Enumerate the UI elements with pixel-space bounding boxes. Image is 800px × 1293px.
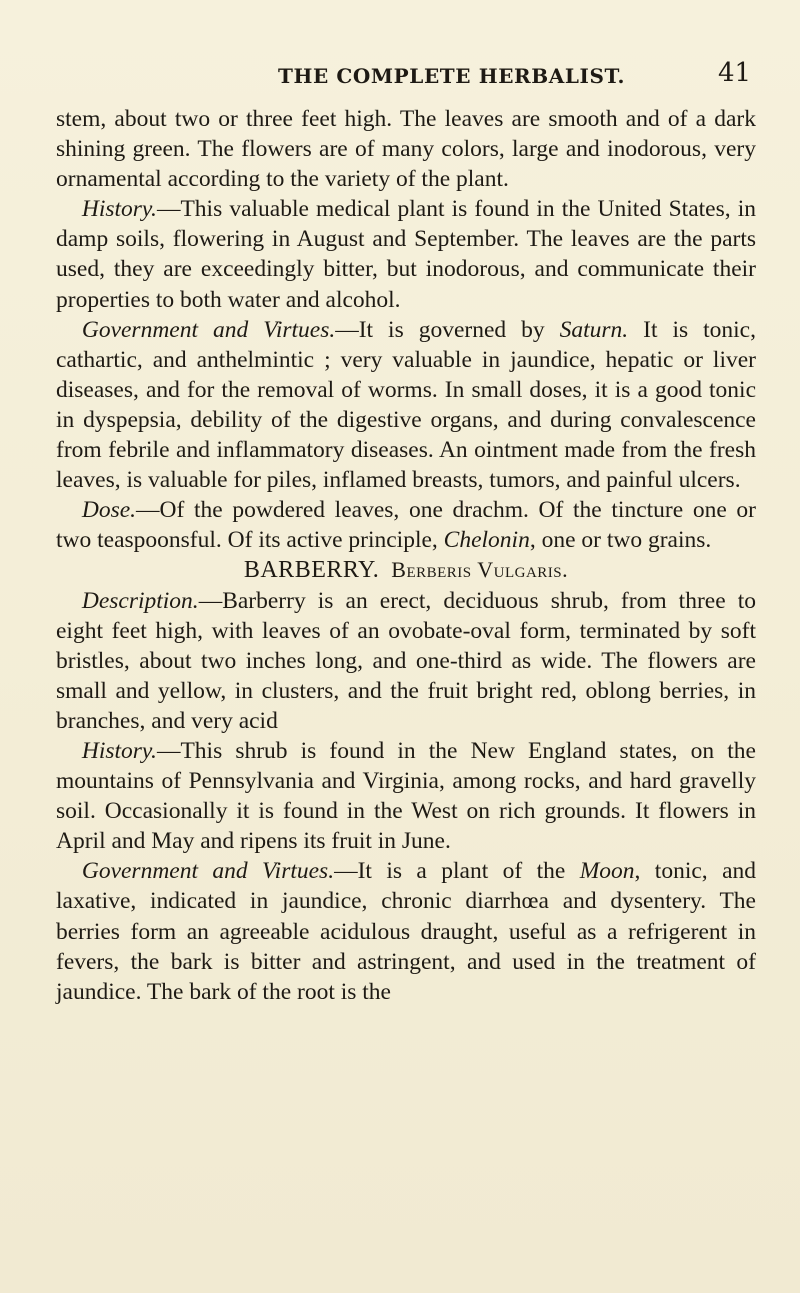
government-text-a: —It is governed by bbox=[335, 316, 560, 343]
description-label: Description. bbox=[81, 587, 199, 614]
description-text: —Barberry is an erect, deciduous shrub, from three to eight feet high, with leaves of an ovobate-oval form, terminated by soft bristles, about two inches long, and one-third as wide. The flowers are small and yellow, in clusters, and the fruit bright red, oblong berries, in branches, and very acid bbox=[56, 587, 756, 734]
planet-name: Saturn. bbox=[559, 316, 629, 343]
entry-latin-name: Berberis Vulgaris. bbox=[391, 557, 569, 583]
continued-text: stem, about two or three feet high. The leaves are smooth and of a dark shining green. The flowers are of many colors, large and inodorous, very ornamental according to the variety of the plant. bbox=[56, 106, 756, 193]
running-title: THE COMPLETE HERBALIST. bbox=[278, 64, 626, 88]
body-text bbox=[56, 104, 756, 1007]
government-label: Government and Virtues. bbox=[81, 316, 336, 343]
history-paragraph bbox=[56, 194, 756, 314]
history-text: —This shrub is found in the New England states, on the mountains of Pennsylvania and Virginia, among rocks, and hard gravelly soil. Occasionally it is found in the West on rich grounds. It flowers in April and May and ripens its fruit in June. bbox=[56, 737, 756, 855]
history-paragraph bbox=[56, 736, 756, 856]
dose-text-b: , one or two grains. bbox=[529, 527, 712, 554]
government-text-a: —It is a plant of the bbox=[334, 858, 580, 885]
government-text-b: It is tonic, cathartic, and anthelmintic ; very valuable in jaundice, hepatic or liver diseases, and for the removal of worms. In small doses, it is a good tonic in dyspepsia, debility of the digestive organs, and during convalescence from febrile and inflammatory diseases. An ointment made from the fresh leaves, is valuable for piles, inflamed breasts, tumors, and painful ulcers. bbox=[56, 316, 756, 494]
page-number: 41 bbox=[718, 58, 752, 88]
continued-paragraph bbox=[56, 104, 756, 194]
entry-heading bbox=[56, 555, 756, 585]
government-paragraph bbox=[56, 315, 756, 496]
history-label: History. bbox=[81, 196, 157, 223]
government-paragraph bbox=[56, 856, 756, 1006]
government-label: Government and Virtues. bbox=[81, 858, 335, 885]
government-text-b: , tonic, and laxative, indicated in jaundice, chronic diarrhœa and dysentery. The berries form an agreeable acidulous draught, useful as a refrigerent in fevers, the bark is bitter and astringent, and used in the treatment of jaundice. The bark of the root is the bbox=[56, 858, 756, 1005]
description-paragraph bbox=[56, 586, 756, 736]
entry-common-name: BARBERRY. bbox=[243, 557, 380, 584]
running-head bbox=[0, 58, 800, 98]
history-text: —This valuable medical plant is found in the United States, in damp soils, flowering in August and September. The leaves are the parts used, they are exceedingly bitter, but inodorous, and communicate their properties to both water and alcohol. bbox=[56, 196, 756, 313]
history-label: History. bbox=[81, 737, 157, 764]
dose-text-a: —Of the powdered leaves, one drachm. Of the tincture one or two teaspoonsful. Of its active principle, bbox=[56, 497, 756, 554]
active-principle: Chelonin bbox=[443, 527, 530, 554]
dose-paragraph bbox=[56, 495, 756, 555]
planet-name: Moon bbox=[579, 858, 635, 885]
dose-label: Dose. bbox=[81, 497, 137, 524]
